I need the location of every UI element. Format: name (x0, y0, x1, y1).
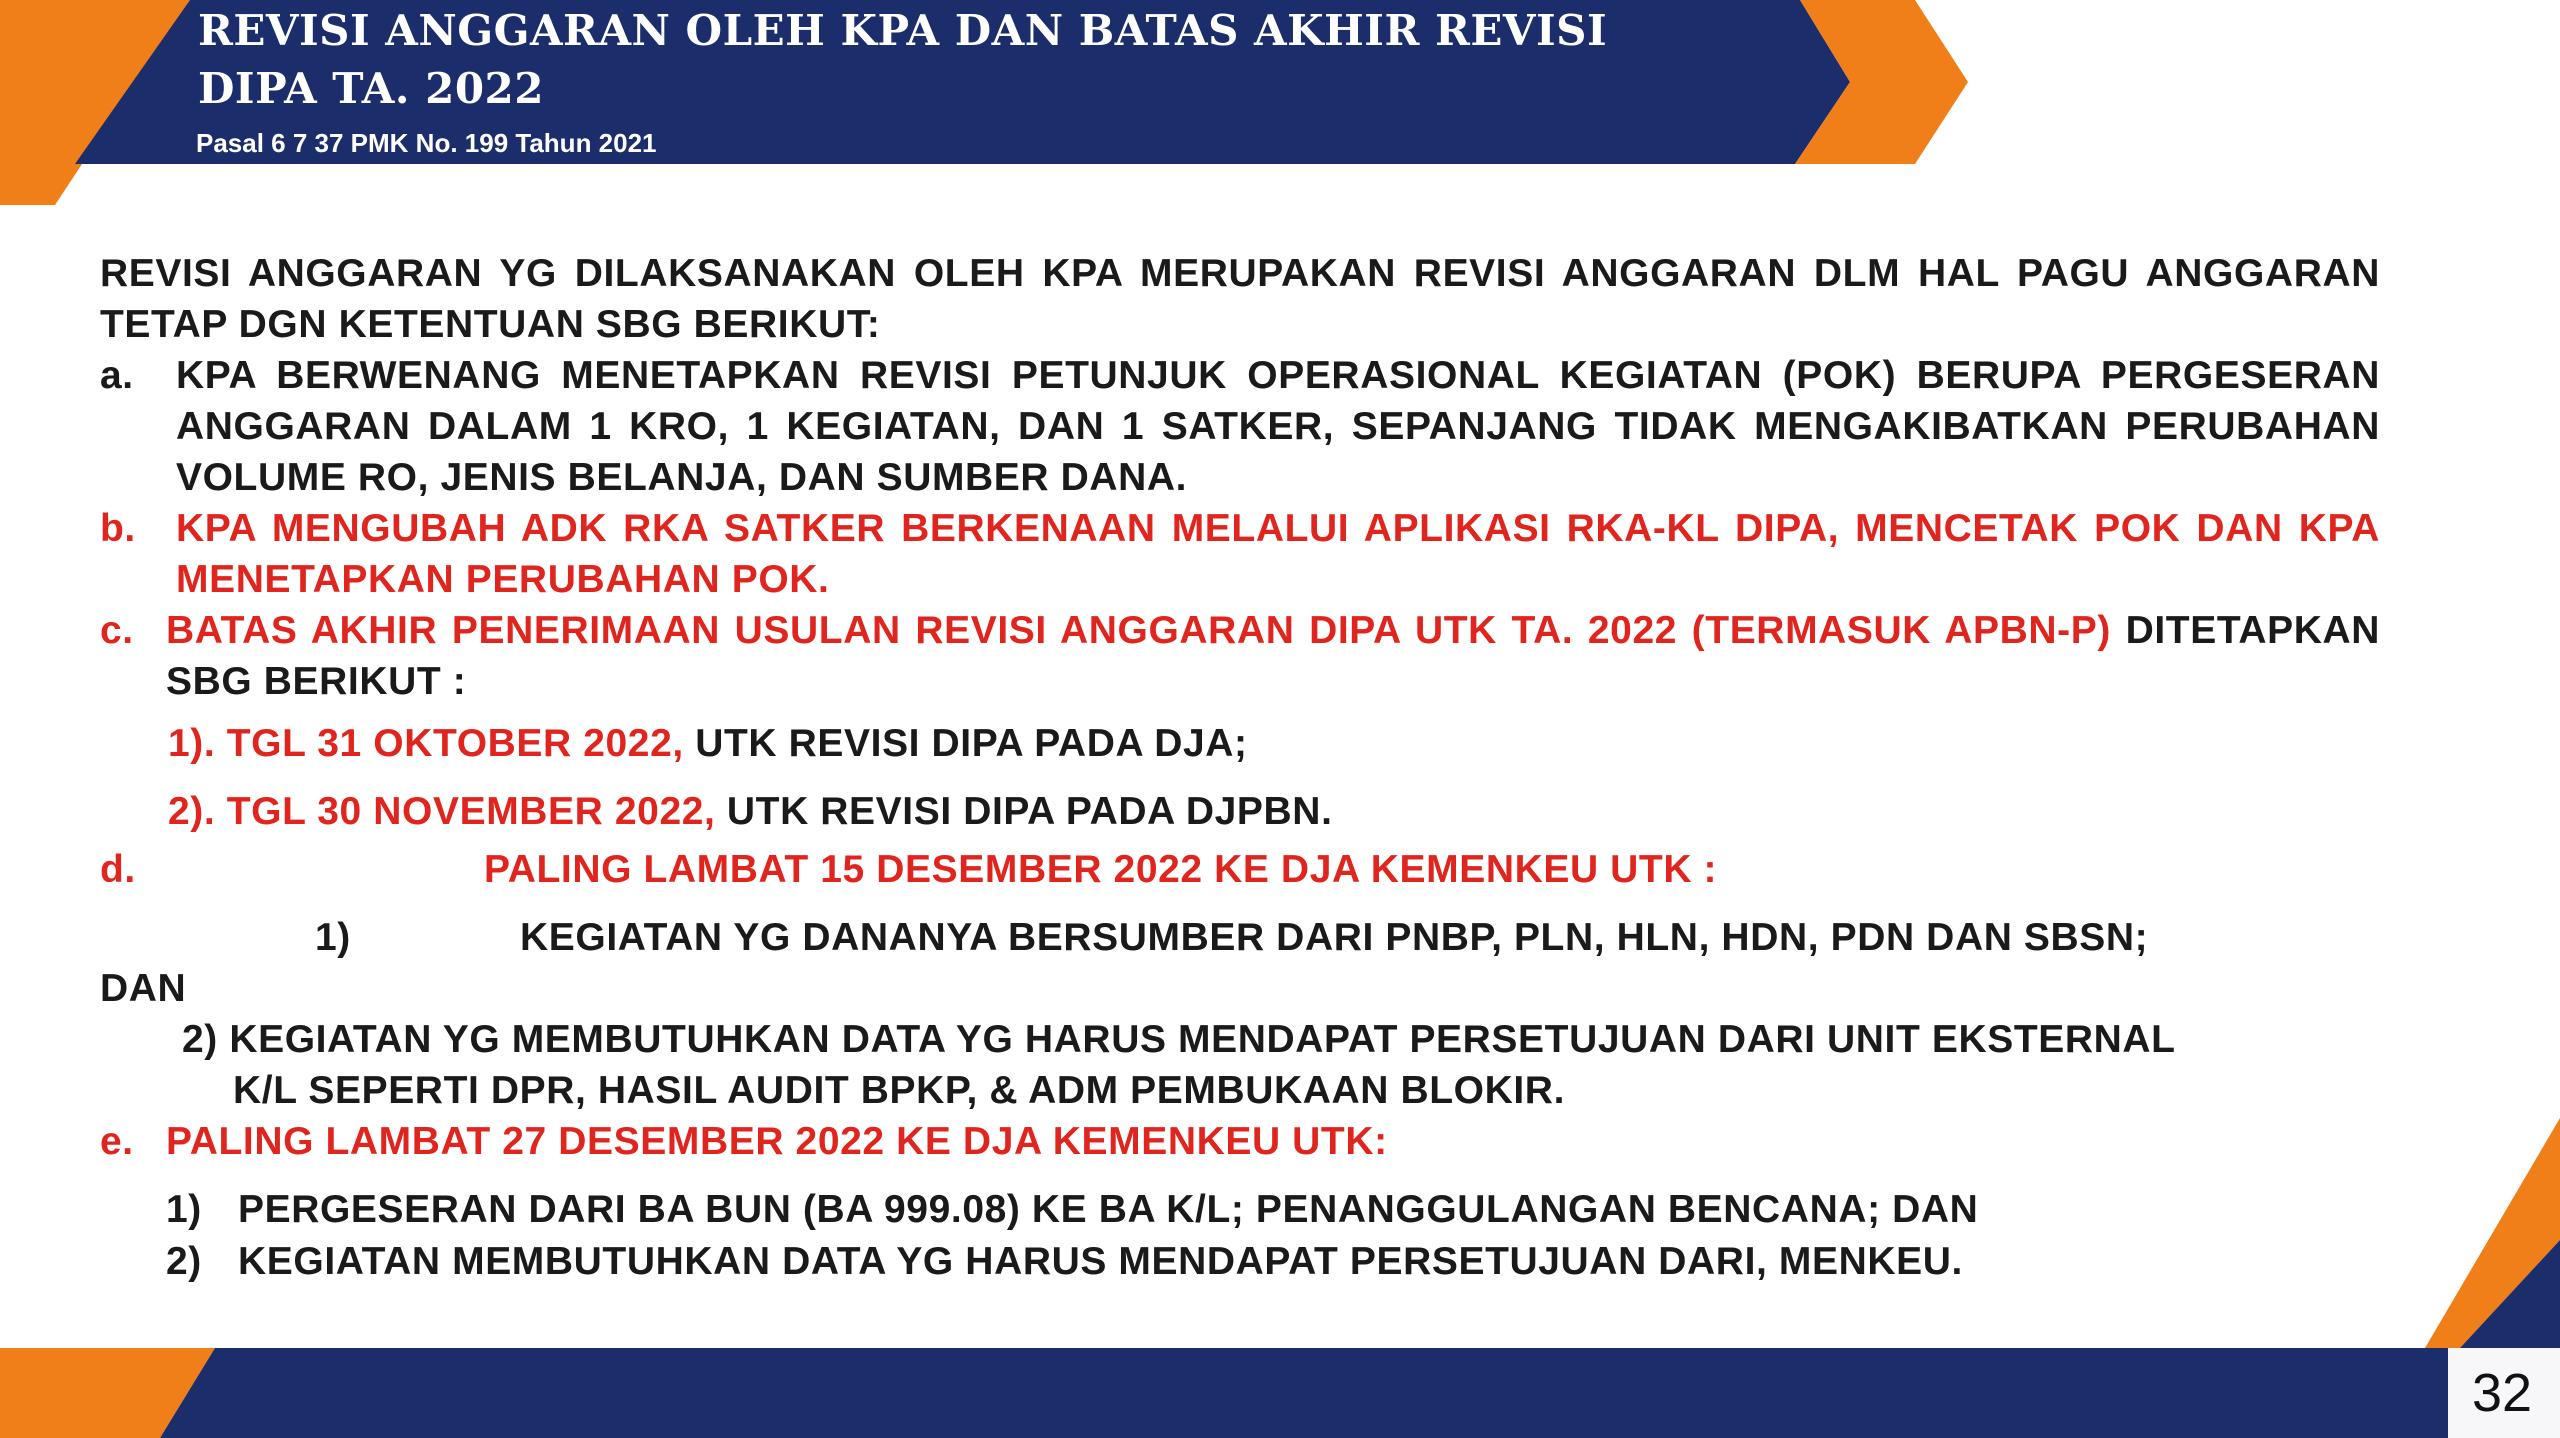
item-c-sub1 (168, 718, 1248, 769)
item-d-label: d. (100, 848, 136, 891)
item-c-sub2-text: UTK REVISI DIPA PADA DJPBN. (726, 790, 1333, 833)
item-c-sub2 (168, 786, 1333, 837)
item-d-sub2-line1: 2) KEGIATAN YG MEMBUTUHKAN DATA YG HARUS MENDAPAT PERSETUJUAN DARI UNIT EKSTERNAL (182, 1018, 2176, 1061)
item-c-text-black: DITETAPKAN SBG BERIKUT : (166, 609, 2381, 703)
item-e-sub2-text: KEGIATAN MEMBUTUHKAN DATA YG HARUS MENDAPAT PERSETUJUAN DARI, MENKEU. (238, 1240, 1963, 1283)
item-d-sub1-num: 1) (315, 916, 351, 959)
slide-title-line2: DIPA TA. 2022 (198, 64, 544, 113)
item-c-text (166, 605, 2380, 707)
item-a-label: a. (100, 354, 134, 397)
intro-paragraph: REVISI ANGGARAN YG DILAKSANAKAN OLEH KPA MERUPAKAN REVISI ANGGARAN DLM HAL PAGU ANGGARAN TETAP DGN KETENTUAN SBG BERIKUT: (100, 252, 2380, 346)
item-c-text-red: BATAS AKHIR PENERIMAAN USULAN REVISI ANGGARAN DIPA UTK TA. 2022 (TERMASUK APBN-P) (166, 609, 2111, 652)
item-a-text: KPA BERWENANG MENETAPKAN REVISI PETUNJUK OPERASIONAL KEGIATAN (POK) BERUPA PERGESERAN ANGGARAN DALAM 1 KRO, 1 KEGIATAN, DAN 1 SATKER, SEPANJANG TIDAK MENGAKIBATKAN PERUBAHAN VOLUME RO, JENIS BELANJA, DAN SUMBER DANA. (176, 354, 2380, 499)
item-b-label: b. (100, 507, 136, 550)
footer-navy-band (160, 1348, 2560, 1438)
item-d-sub2-line2: K/L SEPERTI DPR, HASIL AUDIT BPKP, & ADM PEMBUKAAN BLOKIR. (233, 1069, 1566, 1112)
slide-title-line1: REVISI ANGGARAN OLEH KPA DAN BATAS AKHIR REVISI (198, 6, 1608, 55)
item-e-label: e. (100, 1120, 134, 1163)
slide-title (198, 2, 1607, 118)
item-e-sub2-num: 2) (166, 1240, 202, 1283)
item-c-sub2-date: 2). TGL 30 NOVEMBER 2022, (168, 790, 716, 833)
item-c-sub1-text: UTK REVISI DIPA PADA DJA; (695, 722, 1248, 765)
item-e-sub1-text: PERGESERAN DARI BA BUN (BA 999.08) KE BA K/L; PENANGGULANGAN BENCANA; DAN (238, 1188, 1979, 1231)
item-d-sub1-text: KEGIATAN YG DANANYA BERSUMBER DARI PNBP, PLN, HLN, HDN, PDN DAN SBSN; (520, 916, 2149, 959)
item-d-text: PALING LAMBAT 15 DESEMBER 2022 KE DJA KEMENKEU UTK : (484, 848, 1718, 891)
item-e-sub1-num: 1) (166, 1188, 202, 1231)
slide-subtitle: Pasal 6 7 37 PMK No. 199 Tahun 2021 (196, 128, 657, 158)
item-c-sub1-date: 1). TGL 31 OKTOBER 2022, (168, 722, 684, 765)
item-b-text: KPA MENGUBAH ADK RKA SATKER BERKENAAN MELALUI APLIKASI RKA-KL DIPA, MENCETAK POK DAN KPA MENETAPKAN PERUBAHAN POK. (176, 507, 2380, 601)
item-c-label: c. (100, 609, 134, 652)
item-e-text: PALING LAMBAT 27 DESEMBER 2022 KE DJA KEMENKEU UTK: (166, 1120, 1388, 1163)
item-d-sub1-tail: DAN (100, 967, 187, 1010)
page-number: 32 (2472, 1363, 2533, 1423)
